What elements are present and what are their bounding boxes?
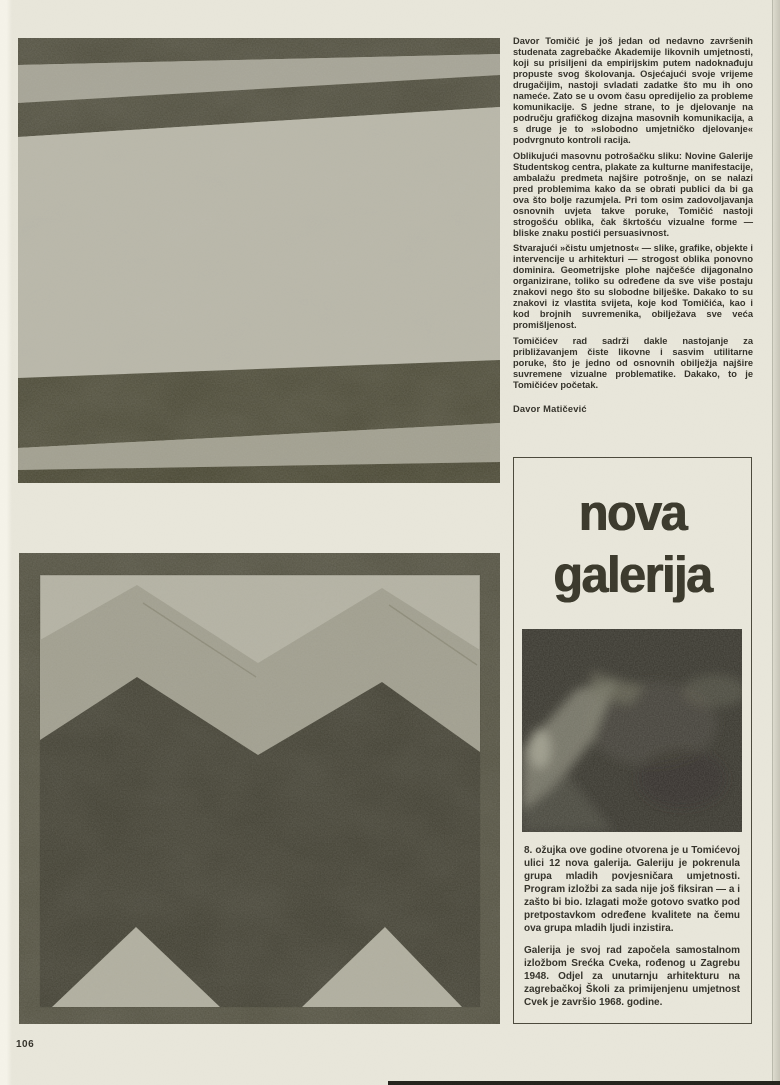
gallery-title-line2: galerija (553, 546, 712, 603)
gallery-box-title (514, 482, 751, 606)
scan-bottom-edge (388, 1081, 780, 1085)
gallery-paragraph: Galerija je svoj rad započela samostalnom izložbom Srećka Cveka, rođenog u Zagrebu 1948. Odjel za unutarnju arhitekturu na zagrebačkoj Školi za primijenjenu umjetnost Cvek je završio 1968. godine. (524, 945, 740, 1008)
article-column (513, 36, 753, 414)
page-left-edge (0, 0, 12, 1085)
article-byline: Davor Matičević (513, 403, 587, 414)
article-paragraph: Stvarajući »čistu umjetnost« — slike, grafike, objekte i intervencije u arhitekturi — strogost oblika ponovno dominira. Geometrijske plohe najčešće dijagonalno organizirane, toliko su određene da sve više postaju znakovi nego što su slobodne bilješke. Dakako to su znakovi iz vlastita svijeta, koje kod Tomičića, kao i kod brojnih suvremenika, obilježava sve veća promišljenost. (513, 243, 753, 330)
page-number: 106 (16, 1039, 35, 1050)
gallery-photo (522, 629, 742, 832)
gallery-box-text (524, 844, 740, 1018)
zigzag-artwork-svg (19, 553, 500, 1024)
gallery-title-line1: nova (578, 484, 687, 541)
zigzag-artwork-image (19, 553, 500, 1024)
gallery-paragraph: 8. ožujka ove godine otvorena je u Tomićevoj ulici 12 nova galerija. Galeriju je pokrenula grupa mladih povjesničara umjetnosti. Program izložbi za sada nije još fiksiran — a i zašto bi bio. Izlagati može gotovo svatko pod pretpostavkom određene kvalitete na čemu ova grupa mladih ljudi inzistira. (524, 845, 740, 934)
article-paragraph: Davor Tomičić je još jedan od nedavno završenih studenata zagrebačke Akademije likovnih umjetnosti, koji su prisiljeni da empirijskim putem nadoknađuju propuste svog školovanja. Osjećajući svoje vrijeme drugačijim, nastoji svladati zadatke što mu ih ono nameće. Zato se u ovom času opredijelio za probleme komunikacije. S jedne strane, to je djelovanje na području grafičkog dizajna masovnih komunikacija, a s druge je to »slobodno umjetničko djelovanje« podvrgnuto kontroli racija. (513, 36, 753, 145)
article-paragraph: Tomičićev rad sadrži dakle nastojanje za približavanjem čiste likovne i sasvim utilitarne poruke, što je jedno od osnovnih obilježja najšire suvremene vizualne problematike. Dakako, to je Tomičićev početak. (513, 335, 753, 390)
gallery-photo-svg (522, 629, 742, 832)
striped-artwork-svg (18, 38, 500, 483)
article-paragraph: Oblikujući masovnu potrošačku sliku: Novine Galerije Studentskog centra, plakate za kulturne manifestacije, ambalažu predmeta najšire potrošnje, on se nalazi pred problemima kako da se obrati publici da bi ga ova što bolje razumjela. Pri tom osim zadovoljavanja osnovnih uvjeta takve poruke, Tomičić nastoji strogošću oblika, čak škrtošću vizualne forme — bliske znaku postići persuasivnost. (513, 150, 753, 238)
page-right-edge (773, 0, 780, 1085)
gallery-announcement-box (513, 457, 752, 1024)
striped-artwork-image (18, 38, 500, 483)
